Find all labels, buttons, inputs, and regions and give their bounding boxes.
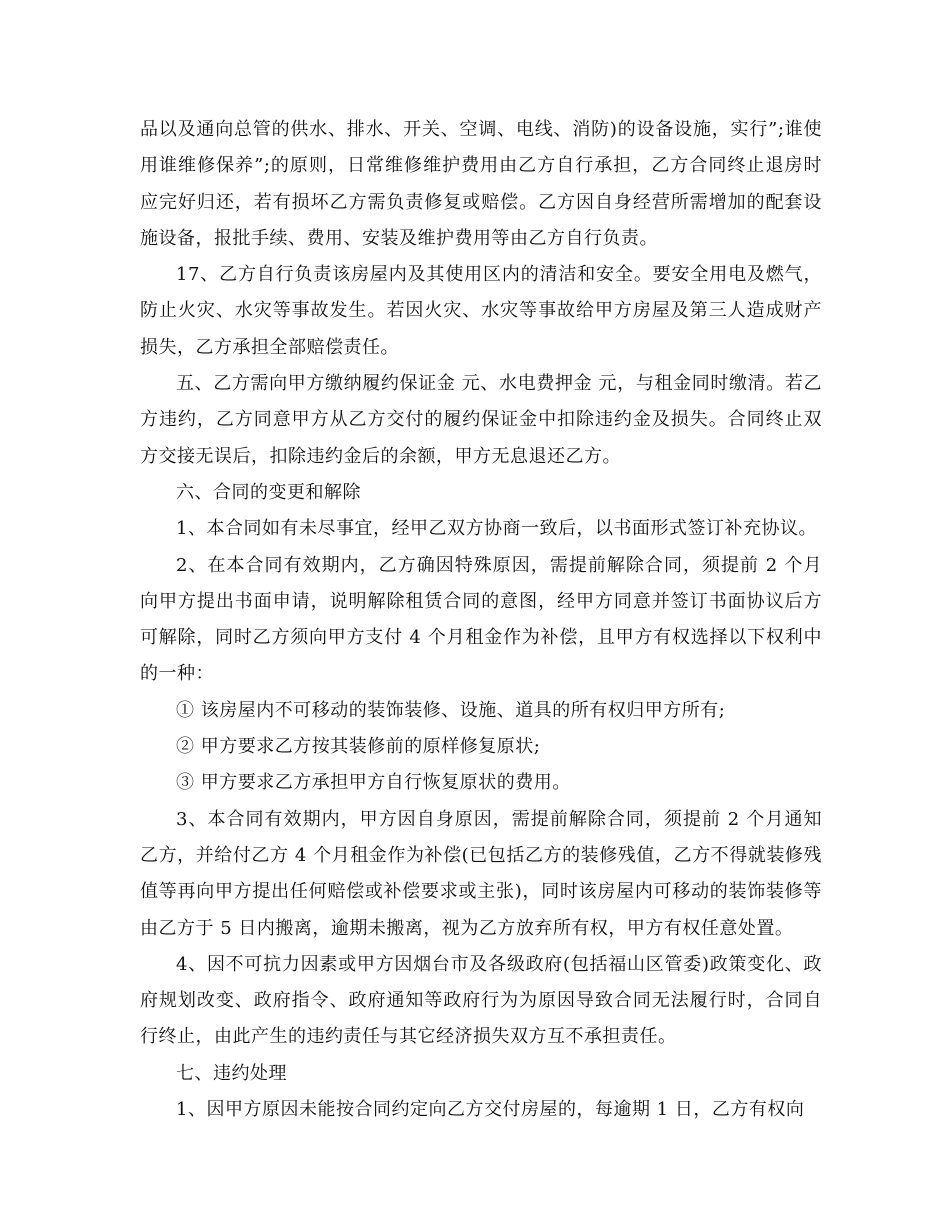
paragraph-6-1: 1、本合同如有未尽事宜，经甲乙双方协商一致后，以书面形式签订补充协议。 — [176, 518, 817, 540]
document-body — [140, 112, 822, 1128]
paragraph-7-1: 1、因甲方原因未能按合同约定向乙方交付房屋的，每逾期 1 日，乙方有权向 — [176, 1099, 805, 1121]
list-item-option-3: ③ 甲方要求乙方承担甲方自行恢复原状的费用。 — [176, 772, 571, 794]
list-item-option-1: ① 该房屋内不可移动的装饰装修、设施、道具的所有权归甲方所有; — [176, 699, 726, 721]
paragraph-6-2: 2、在本合同有效期内，乙方确因特殊原因，需提前解除合同，须提前 2 个月向甲方提出书面申请，说明解除租赁合同的意图，经甲方同意并签订书面协议后方可解除，同时乙方须向甲方支付 4 个月租金作为补偿，且甲方有权选择以下权利中的一种： — [140, 554, 822, 685]
heading-section-6: 六、合同的变更和解除 — [176, 481, 361, 503]
paragraph-6-4: 4、因不可抗力因素或甲方因烟台市及各级政府(包括福山区管委)政策变化、政府规划改变、政府指令、政府通知等政府行为为原因导致合同无法履行时，合同自行终止，由此产生的违约责任与其它经济损失双方互不承担责任。 — [140, 953, 822, 1048]
paragraph-6-3: 3、本合同有效期内，甲方因自身原因，需提前解除合同，须提前 2 个月通知乙方，并给付乙方 4 个月租金作为补偿(已包括乙方的装修残值，乙方不得就装修残值等再向甲方提出任何赔偿或补偿要求或主张)，同时该房屋内可移动的装饰装修等由乙方于 5 日内搬离，逾期未搬离，视为乙方放弃所有权，甲方有权任意处置。 — [140, 808, 822, 939]
paragraph-clause-17: 17、乙方自行负责该房屋内及其使用区内的清洁和安全。要安全用电及燃气，防止火灾、水灾等事故发生。若因火灾、水灾等事故给甲方房屋及第三人造成财产损失，乙方承担全部赔偿责任。 — [140, 264, 822, 358]
list-item-option-2: ② 甲方要求乙方按其装修前的原样修复原状; — [176, 736, 541, 758]
paragraph-facilities-maintenance: 品以及通向总管的供水、排水、开关、空调、电线、消防)的设备设施，实行”;谁使用谁维修保养”;的原则，日常维修维护费用由乙方自行承担，乙方合同终止退房时应完好归还，若有损坏乙方需负责修复或赔偿。乙方因自身经营所需增加的配套设施设备，报批手续、费用、安装及维护费用等由乙方自行负责。 — [140, 119, 822, 249]
heading-section-7: 七、违约处理 — [176, 1062, 287, 1084]
paragraph-section-5-deposit: 五、乙方需向甲方缴纳履约保证金 元、水电费押金 元，与租金同时缴清。若乙方违约，乙方同意甲方从乙方交付的履约保证金中扣除违约金及损失。合同终止双方交接无误后，扣除违约金后的余额，甲方无息退还乙方。 — [140, 373, 822, 467]
